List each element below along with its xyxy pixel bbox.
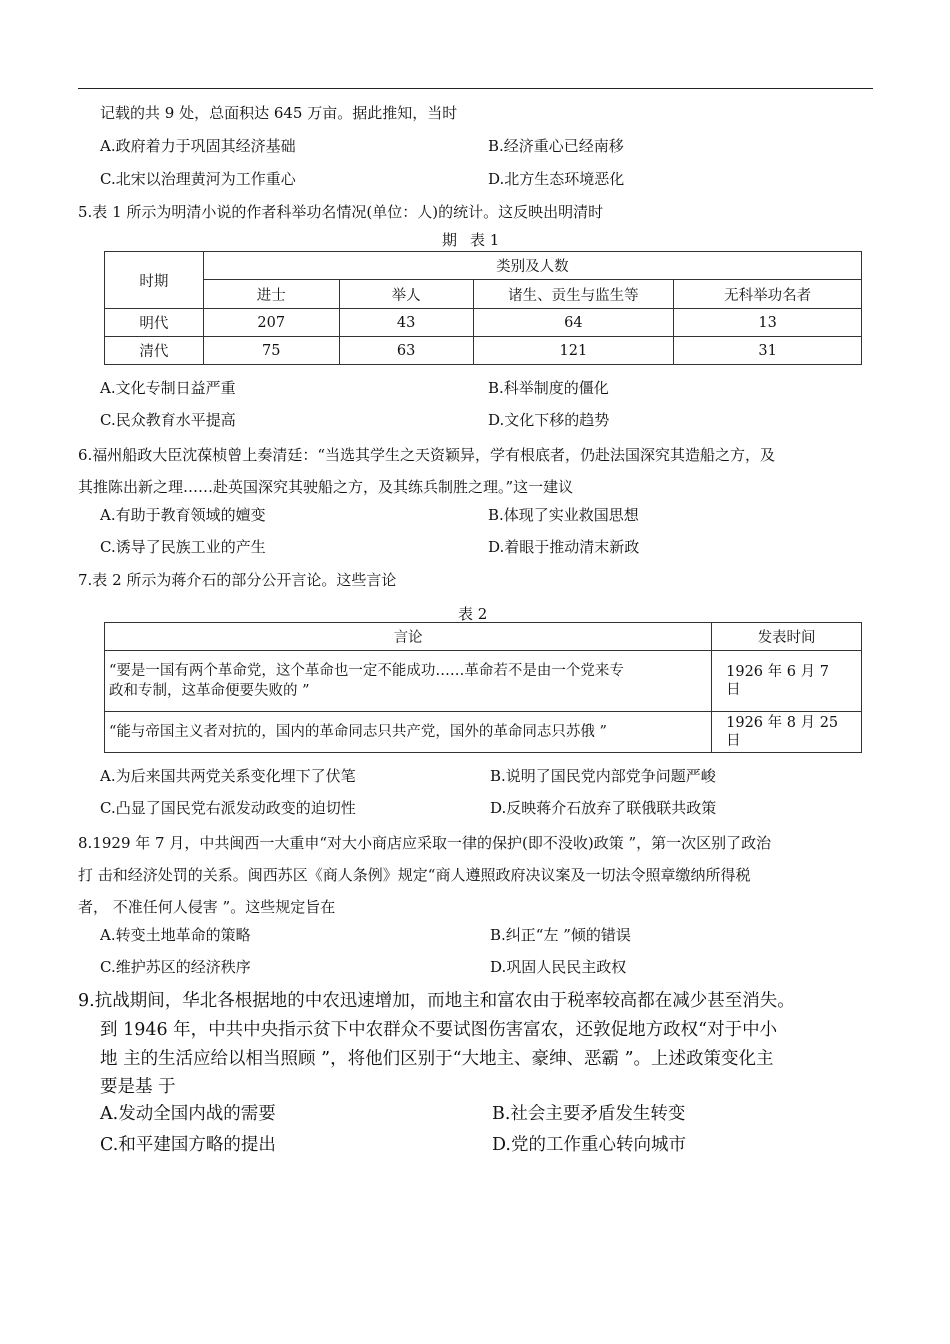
q6-option-a: A.有助于教育领域的嬗变 bbox=[100, 506, 266, 524]
table-row bbox=[105, 651, 862, 712]
table2-header-speech: 言论 bbox=[105, 623, 712, 651]
table1-caption: 表 1 bbox=[470, 231, 500, 249]
q9-option-c: C.和平建国方略的提出 bbox=[100, 1135, 276, 1155]
q5-stem: 5.表 1 所示为明清小说的作者科举功名情况(单位：人)的统计。这反映出明清时 bbox=[78, 203, 604, 221]
q8-option-d: D.巩固人民民主政权 bbox=[490, 958, 627, 976]
q4-option-a: A.政府着力于巩固其经济基础 bbox=[100, 137, 296, 155]
q9-option-d: D.党的工作重心转向城市 bbox=[492, 1135, 686, 1155]
q8-stem-line2: 打 击和经济处罚的关系。闽西苏区《商人条例》规定“商人遵照政府决议案及一切法令照章缴纳所得税 bbox=[78, 866, 751, 884]
table2-caption: 表 2 bbox=[458, 605, 488, 623]
q7-option-c: C.凸显了国民党右派发动政变的迫切性 bbox=[100, 799, 356, 817]
speech-line: “要是一国有两个革命党，这个革命也一定不能成功……革命若不是由一个党来专 bbox=[109, 663, 624, 679]
q6-stem-line2: 其推陈出新之理……赴英国深究其驶船之方，及其练兵制胜之理。”这一建议 bbox=[78, 478, 574, 496]
q7-stem: 7.表 2 所示为蒋介石的部分公开言论。这些言论 bbox=[78, 571, 397, 589]
table1-period: 明代 bbox=[105, 309, 204, 337]
table1-cell: 64 bbox=[473, 309, 674, 337]
table-row bbox=[105, 309, 862, 337]
speech-line: “能与帝国主义者对抗的，国内的革命同志只共产党，国外的革命同志只苏俄 ” bbox=[109, 724, 607, 740]
table1-period: 清代 bbox=[105, 337, 204, 365]
q8-option-c: C.维护苏区的经济秩序 bbox=[100, 958, 251, 976]
table-row bbox=[105, 712, 862, 753]
date-line: 1926 年 8 月 25 bbox=[726, 715, 839, 731]
table1-cell: 75 bbox=[203, 337, 339, 365]
date-line: 日 bbox=[726, 733, 741, 749]
q7-option-a: A.为后来国共两党关系变化埋下了伏笔 bbox=[100, 767, 356, 785]
table1-cell: 31 bbox=[674, 337, 862, 365]
q4-option-d: D.北方生态环境恶化 bbox=[488, 170, 625, 188]
table1-cell: 13 bbox=[674, 309, 862, 337]
table1-col-header: 进士 bbox=[203, 280, 339, 309]
q5-option-c: C.民众教育水平提高 bbox=[100, 411, 236, 429]
table2-speech bbox=[105, 712, 712, 753]
q7-option-d: D.反映蒋介石放弃了联俄联共政策 bbox=[490, 799, 717, 817]
table2-header-date: 发表时间 bbox=[712, 623, 862, 651]
table1-cell: 121 bbox=[473, 337, 674, 365]
q8-option-a: A.转变土地革命的策略 bbox=[100, 926, 251, 944]
q8-stem-line3: 者， 不准任何人侵害 ”。这些规定旨在 bbox=[78, 898, 336, 916]
table-row bbox=[105, 337, 862, 365]
table1-col-header: 诸生、贡生与监生等 bbox=[473, 280, 674, 309]
q4-option-b: B.经济重心已经南移 bbox=[488, 137, 624, 155]
date-line: 日 bbox=[726, 682, 741, 698]
header-rule bbox=[78, 88, 873, 89]
q6-stem-line1: 6.福州船政大臣沈葆桢曾上奏清廷：“当选其学生之天资颖异，学有根底者，仍赴法国深究其造船之方，及 bbox=[78, 446, 775, 464]
table1-cell: 63 bbox=[339, 337, 473, 365]
table1-corner: 时期 bbox=[105, 252, 204, 309]
q5-option-a: A.文化专制日益严重 bbox=[100, 379, 236, 397]
q7-option-b: B.说明了国民党内部党争问题严峻 bbox=[490, 767, 716, 785]
q8-option-b: B.纠正“左 ”倾的错误 bbox=[490, 926, 631, 944]
table2-speech bbox=[105, 651, 712, 712]
q5-option-b: B.科举制度的僵化 bbox=[488, 379, 609, 397]
q9-option-a: A.发动全国内战的需要 bbox=[100, 1104, 276, 1124]
table-2 bbox=[104, 622, 862, 753]
q9-stem-line4: 要是基 于 bbox=[100, 1077, 176, 1097]
q6-option-c: C.诱导了民族工业的产生 bbox=[100, 538, 266, 556]
table1-group-header: 类别及人数 bbox=[203, 252, 861, 280]
table-1 bbox=[104, 251, 862, 365]
q5-option-d: D.文化下移的趋势 bbox=[488, 411, 610, 429]
q5-stem-cont: 期 bbox=[442, 231, 458, 249]
q9-stem-line3: 地 主的生活应给以相当照顾 ”，将他们区别于“大地主、豪绅、恶霸 ”。上述政策变化主 bbox=[100, 1049, 774, 1069]
table1-col-header: 举人 bbox=[339, 280, 473, 309]
q9-stem-line1: 9.抗战期间，华北各根据地的中农迅速增加，而地主和富农由于税率较高都在减少甚至消失。 bbox=[78, 991, 795, 1011]
q4-option-c: C.北宋以治理黄河为工作重心 bbox=[100, 170, 296, 188]
table1-cell: 43 bbox=[339, 309, 473, 337]
q8-stem-line1: 8.1929 年 7 月，中共闽西一大重申“对大小商店应采取一律的保护(即不没收)政策 ”，第一次区别了政治 bbox=[78, 834, 772, 852]
date-line: 1926 年 6 月 7 bbox=[726, 664, 829, 680]
q6-option-b: B.体现了实业救国思想 bbox=[488, 506, 639, 524]
table2-date bbox=[712, 651, 862, 712]
table1-col-header: 无科举功名者 bbox=[674, 280, 862, 309]
speech-line: 政和专制，这革命便要失败的 ” bbox=[109, 683, 310, 699]
table1-cell: 207 bbox=[203, 309, 339, 337]
q9-stem-line2: 到 1946 年，中共中央指示贫下中农群众不要试图伤害富农，还敦促地方政权“对于中小 bbox=[100, 1020, 778, 1040]
table2-date bbox=[712, 712, 862, 753]
q9-option-b: B.社会主要矛盾发生转变 bbox=[492, 1104, 686, 1124]
q4-stem: 记载的共 9 处，总面积达 645 万亩。据此推知，当时 bbox=[100, 104, 458, 122]
q6-option-d: D.着眼于推动清末新政 bbox=[488, 538, 640, 556]
